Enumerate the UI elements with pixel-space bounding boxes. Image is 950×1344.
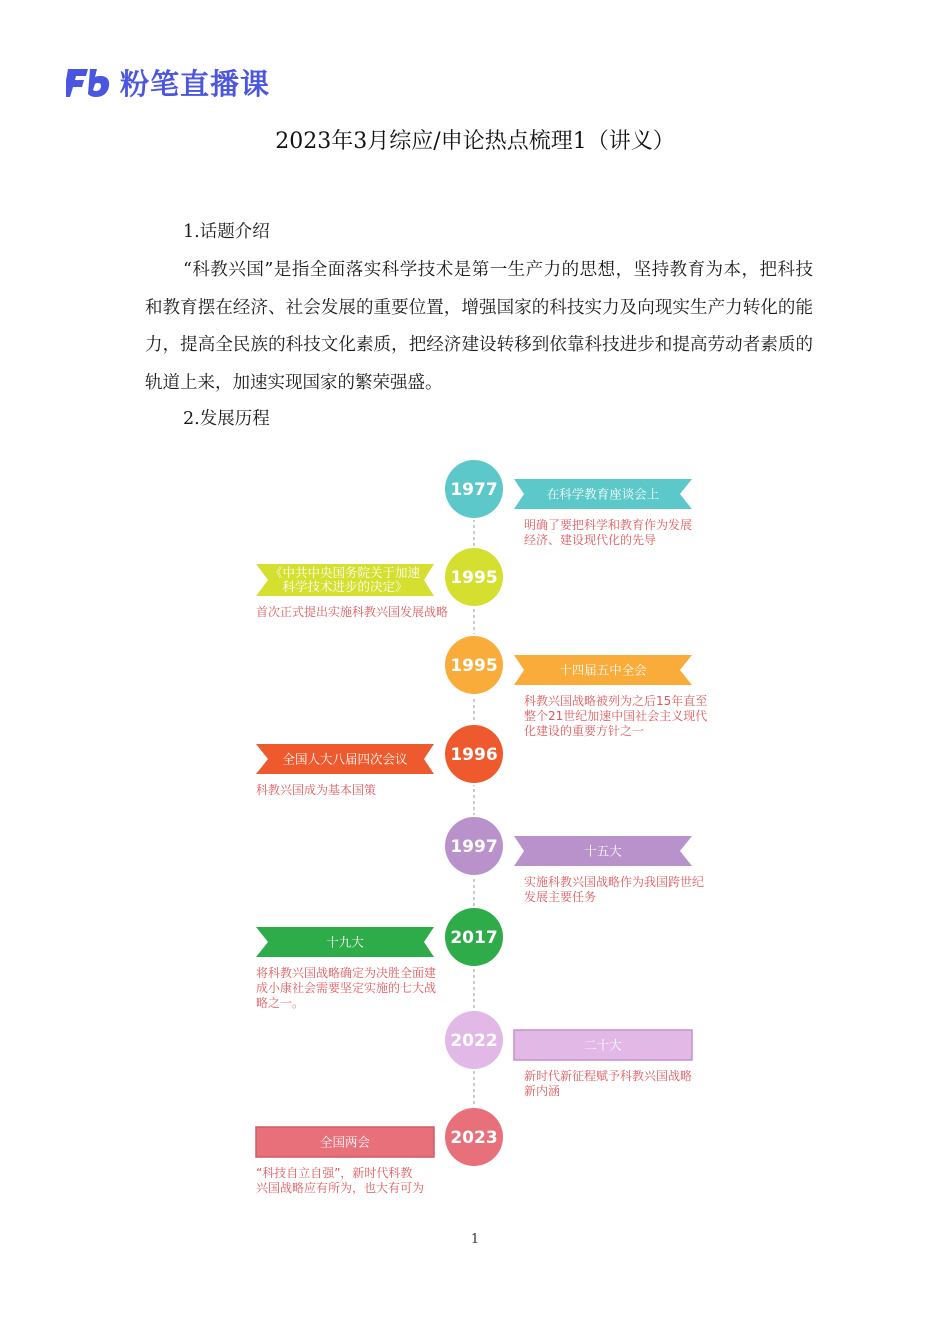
timeline-description: 科教兴国战略被列为之后15年直至 xyxy=(524,694,708,708)
timeline-description: 将科教兴国战略确定为决胜全面建 xyxy=(256,966,437,980)
timeline-description: 成小康社会需要坚定实施的七大战 xyxy=(256,981,437,995)
brand-name: 粉笔直播课 xyxy=(120,67,271,101)
timeline-banner-label: 科学技术进步的决定》 xyxy=(282,579,408,594)
intro-heading: 1.话题介绍 xyxy=(183,222,270,242)
timeline-year-label: 1997 xyxy=(450,837,498,857)
timeline-description: 兴国战略应有所为，也大有可为 xyxy=(256,1181,425,1195)
timeline-year-label: 1995 xyxy=(450,656,498,676)
timeline-description: 首次正式提出实施科教兴国发展战略 xyxy=(256,605,449,619)
timeline-year-label: 2022 xyxy=(450,1031,498,1051)
timeline-description: 新内涵 xyxy=(524,1084,561,1098)
timeline-year-label: 1996 xyxy=(450,745,498,765)
timeline-banner-label: 二十大 xyxy=(584,1037,622,1053)
timeline-description: 略之一。 xyxy=(256,996,305,1010)
timeline-description: 经济、建设现代化的先导 xyxy=(524,533,657,547)
page-number: 1 xyxy=(470,1232,480,1247)
timeline-description: 化建设的重要方针之一 xyxy=(524,724,645,738)
timeline-year-label: 2023 xyxy=(450,1128,498,1148)
timeline-description: 整个21世纪加速中国社会主义现代 xyxy=(524,709,708,723)
timeline-description: “科技自立自强”，新时代科教 xyxy=(256,1166,413,1180)
document-title: 2023年3月综应/申论热点梳理1（讲义） xyxy=(275,129,675,154)
timeline-banner-label: 在科学教育座谈会上 xyxy=(546,486,660,502)
timeline-banner-label: 全国两会 xyxy=(319,1134,371,1150)
history-heading: 2.发展历程 xyxy=(183,409,270,429)
timeline-banner-label: 十九大 xyxy=(326,934,364,950)
timeline-description: 发展主要任务 xyxy=(524,890,597,904)
timeline-description: 新时代新征程赋予科教兴国战略 xyxy=(524,1069,693,1083)
timeline-year-label: 1995 xyxy=(450,568,498,588)
timeline-year-label: 1977 xyxy=(450,480,498,500)
timeline-description: 实施科教兴国战略作为我国跨世纪 xyxy=(524,875,705,889)
fb-logo-icon xyxy=(66,65,110,101)
timeline-year-label: 2017 xyxy=(450,928,498,948)
timeline-banner-label: 十四届五中全会 xyxy=(559,662,647,678)
brand-logo xyxy=(66,62,270,103)
intro-paragraph: “科教兴国”是指全面落实科学技术是第一生产力的思想，坚持教育为本，把科技和教育摆在经济、社会发展的重要位置，增强国家的科技实力及向现实生产力转化的能力，提高全民族的科技文化素质，把经济建设转移到依靠科技进步和提高劳动者素质的轨道上来，加速实现国家的繁荣强盛。 xyxy=(145,260,813,393)
timeline-banner-label: 全国人大八届四次会议 xyxy=(282,751,408,767)
timeline-banner-label: 《中共中央国务院关于加速 xyxy=(269,565,421,580)
timeline-description: 科教兴国成为基本国策 xyxy=(256,783,377,797)
development-timeline xyxy=(0,440,950,1200)
timeline-description: 明确了要把科学和教育作为发展 xyxy=(524,518,693,532)
timeline-banner-label: 十五大 xyxy=(584,843,622,859)
